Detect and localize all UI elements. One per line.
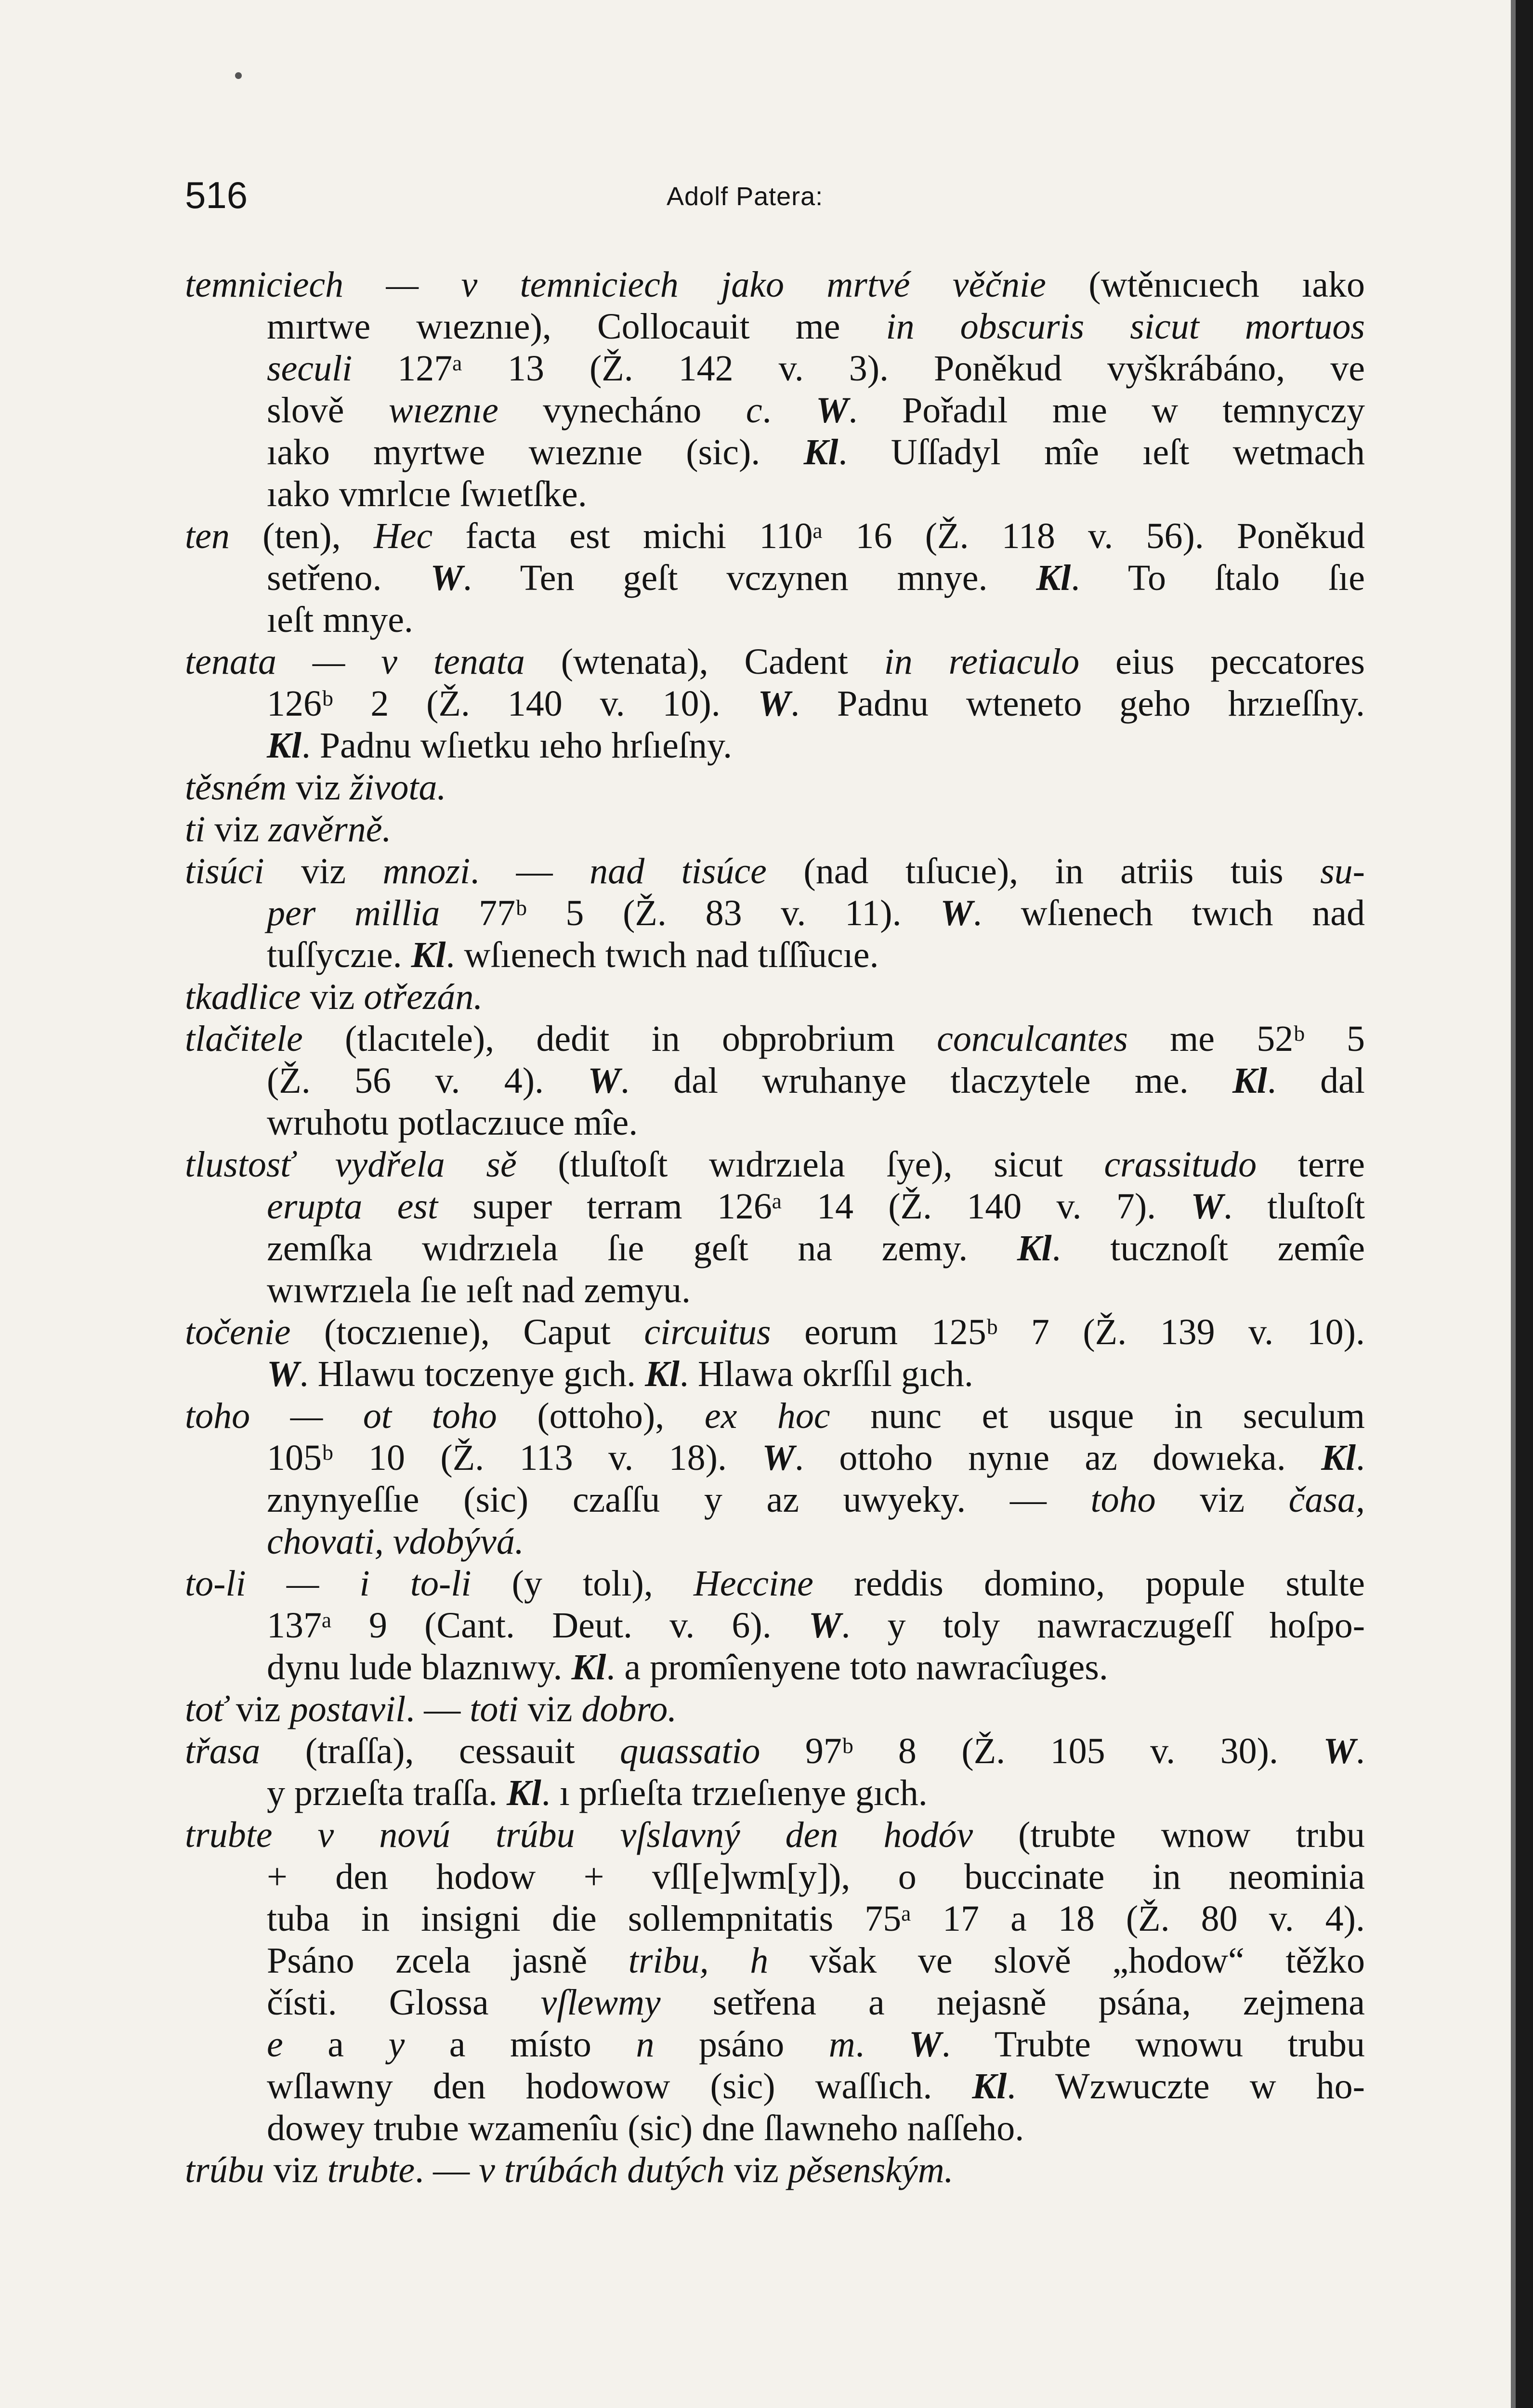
dictionary-entry xyxy=(185,1688,1365,1730)
dictionary-entry xyxy=(185,641,1365,767)
text-run: 105ᵇ 10 (Ž. 113 v. 18). xyxy=(267,1438,762,1478)
text-run: (nad tıſucıe), in atriis tuis xyxy=(766,851,1321,891)
text-run: setřeno. xyxy=(267,558,431,598)
dictionary-entry xyxy=(185,1395,1365,1563)
entry-line xyxy=(185,809,1365,851)
dictionary-entry xyxy=(185,976,1365,1018)
entry-line xyxy=(185,1269,1365,1311)
text-run: (ottoho), xyxy=(497,1396,705,1436)
dictionary-entry xyxy=(185,851,1365,976)
text-run: (tlacıtele), dedit in obprobrium xyxy=(302,1019,937,1059)
text-run: nunc et usque in seculum xyxy=(830,1396,1365,1436)
text-run: vynecháno xyxy=(498,390,746,431)
siglum: Kl xyxy=(267,725,301,766)
italic-text: otřezán. xyxy=(364,977,483,1017)
italic-text: Hec xyxy=(373,516,433,556)
dictionary-entry xyxy=(185,1018,1365,1144)
italic-text: trúbu xyxy=(185,2150,264,2190)
text-run: wſlawny den hodowow (sic) waſſıch. xyxy=(267,2066,972,2107)
text-run: wıwrzıela ſıe ıeſt nad zemyu. xyxy=(267,1270,691,1310)
entry-line xyxy=(185,767,1365,809)
entry-line xyxy=(185,1982,1365,2024)
entry-line xyxy=(185,1311,1365,1353)
siglum: Kl xyxy=(1017,1228,1052,1269)
text-run: (Ž. 56 v. 4). xyxy=(267,1060,588,1101)
italic-text: časa, xyxy=(1288,1479,1365,1520)
siglum: W xyxy=(588,1060,620,1101)
italic-text: toho — ot toho xyxy=(185,1396,497,1436)
italic-text: ti xyxy=(185,809,206,850)
entry-line xyxy=(185,976,1365,1018)
italic-text: ten xyxy=(185,516,230,556)
italic-text: života. xyxy=(349,767,446,808)
text-run: . wſıenech twıch nad xyxy=(972,893,1365,933)
text-run: super terram 126ᵃ 14 (Ž. 140 v. 7). xyxy=(438,1186,1191,1227)
italic-text: tlustosť vydřela sě xyxy=(185,1144,517,1185)
text-run: reddis domino, popule stulte xyxy=(813,1563,1365,1604)
text-run: eius peccatores xyxy=(1079,641,1365,682)
text-run: viz xyxy=(724,2150,788,2190)
italic-text: e xyxy=(267,2024,283,2065)
text-run: slově xyxy=(267,390,389,431)
italic-text: trubte v novú trúbu vſslavný den hodóv xyxy=(185,1815,973,1855)
text-run: ıeſt mnye. xyxy=(267,600,413,640)
italic-text: mnozi xyxy=(382,851,471,891)
entry-line xyxy=(185,515,1365,557)
entry-line xyxy=(185,683,1365,725)
text-run: viz xyxy=(287,767,350,808)
dictionary-entry xyxy=(185,1144,1365,1311)
text-run: (wtenata), Cadent xyxy=(524,641,884,682)
text-run: viz xyxy=(518,1689,582,1729)
entry-line xyxy=(185,306,1365,348)
entry-line xyxy=(185,264,1365,306)
text-run: . ı prſıeſta trzıeſıenye gıch. xyxy=(541,1773,928,1813)
text-run: . dal wruhanye tlaczytele me. xyxy=(620,1060,1233,1101)
text-run: me 52ᵇ 5 xyxy=(1127,1019,1365,1059)
siglum: W xyxy=(909,2024,942,2065)
entry-line xyxy=(185,1521,1365,1563)
italic-text: per millia xyxy=(267,893,440,933)
italic-text: trubte xyxy=(327,2150,415,2190)
entry-line xyxy=(185,1479,1365,1521)
text-run: . a promîenyene toto nawracîuges. xyxy=(606,1647,1108,1688)
text-run: terre xyxy=(1257,1144,1365,1185)
text-run: . Padnu wteneto geho hrzıeſſny. xyxy=(790,683,1365,724)
dictionary-entry xyxy=(185,2149,1365,2191)
text-run: . xyxy=(855,2024,909,2065)
entry-line xyxy=(185,1102,1365,1144)
page-edge xyxy=(1516,0,1533,2408)
dictionary-entry xyxy=(185,515,1365,641)
italic-text: postavil xyxy=(289,1689,406,1729)
text-run: . To ſtalo ſıe xyxy=(1071,558,1365,598)
text-run: znynyeſſıe (sic) czaſſu y az uwyeky. — xyxy=(267,1479,1091,1520)
italic-text: pěsenským. xyxy=(787,2150,954,2190)
text-run: Psáno zcela jasně xyxy=(267,1940,629,1981)
italic-text: in retiaculo xyxy=(884,641,1080,682)
italic-text: crassitudo xyxy=(1104,1144,1257,1185)
siglum: Kl xyxy=(411,935,446,975)
italic-text: tkadlice xyxy=(185,977,301,1017)
text-run: . — xyxy=(406,1689,470,1729)
siglum: W xyxy=(762,1438,795,1478)
ink-speck xyxy=(235,72,242,79)
text-run: . dal xyxy=(1267,1060,1365,1101)
entry-line xyxy=(185,432,1365,473)
entry-line xyxy=(185,1814,1365,1856)
text-run: viz xyxy=(1155,1479,1289,1520)
italic-text: třasa xyxy=(185,1731,261,1771)
text-run: . Hlawu toczenye gıch. xyxy=(299,1354,645,1394)
italic-text: toť xyxy=(185,1689,227,1729)
text-run: a xyxy=(283,2024,389,2065)
italic-text: v trúbách dutých xyxy=(479,2150,725,2190)
text-run: . y toly nawraczugeſſ hoſpo- xyxy=(841,1605,1365,1646)
running-head: Adolf Patera: xyxy=(667,182,824,211)
italic-text: in obscuris sicut mortuos xyxy=(886,306,1365,347)
siglum: Kl xyxy=(1232,1060,1267,1101)
page-number: 516 xyxy=(185,174,248,216)
siglum: W xyxy=(1191,1186,1223,1227)
italic-text: n xyxy=(636,2024,655,2065)
italic-text: toti xyxy=(470,1689,519,1729)
siglum: W xyxy=(430,558,463,598)
siglum: Kl xyxy=(571,1647,606,1688)
italic-text: quassatio xyxy=(620,1731,760,1771)
entry-line xyxy=(185,892,1365,934)
italic-text: nad tisúce xyxy=(590,851,767,891)
siglum: Kl xyxy=(1321,1438,1356,1478)
text-run: . Uſſadyl mîe ıeſt wetmach xyxy=(838,432,1365,472)
italic-text: zavěrně. xyxy=(268,809,392,850)
text-run: . Ten geſt vczynen mnye. xyxy=(463,558,1036,598)
text-run: tuba in insigni die sollempnitatis 75ᵃ 17 a 18 (Ž. 80 v. 4). xyxy=(267,1898,1365,1939)
entry-line xyxy=(185,599,1365,641)
dictionary-entry xyxy=(185,1563,1365,1688)
text-run: psáno xyxy=(654,2024,829,2065)
entry-line xyxy=(185,1144,1365,1186)
dictionary-text xyxy=(185,264,1365,2191)
entry-line xyxy=(185,1437,1365,1479)
dictionary-entry xyxy=(185,1311,1365,1395)
text-run: 77ᵇ 5 (Ž. 83 v. 11). xyxy=(440,893,941,933)
italic-text: tenata — v tenata xyxy=(185,641,525,682)
text-run: (trubte wnow trıbu xyxy=(973,1815,1365,1855)
text-run: . — xyxy=(470,851,590,891)
text-run: viz xyxy=(226,1689,290,1729)
text-run: . Wzwuczte w ho- xyxy=(1007,2066,1365,2107)
text-run: však ve slově „hodow“ těžko xyxy=(768,1940,1365,1981)
text-run: a místo xyxy=(405,2024,636,2065)
italic-text: circuitus xyxy=(644,1312,771,1352)
entry-line xyxy=(185,934,1365,976)
text-run: 97ᵇ 8 (Ž. 105 v. 30). xyxy=(760,1731,1323,1771)
entry-line xyxy=(185,1060,1365,1102)
text-run: y przıeſta traſſa. xyxy=(267,1773,507,1813)
italic-text: vſlewmy xyxy=(540,1982,661,2023)
entry-line xyxy=(185,725,1365,767)
italic-text: dobro. xyxy=(581,1689,677,1729)
text-run: (y tolı), xyxy=(471,1563,694,1604)
entry-line xyxy=(185,1605,1365,1647)
text-run: . xyxy=(762,390,816,431)
italic-text: toho xyxy=(1090,1479,1156,1520)
italic-text: to-li — i to-li xyxy=(185,1563,472,1604)
entry-line xyxy=(185,1395,1365,1437)
page-header xyxy=(185,169,1365,222)
italic-text: wıeznıe xyxy=(388,390,498,431)
entry-line xyxy=(185,2107,1365,2149)
text-run: zemſka wıdrzıela ſıe geſt na zemy. xyxy=(267,1228,1017,1269)
entry-line xyxy=(185,1856,1365,1898)
text-run: (wtěnıcıech ıako xyxy=(1046,264,1365,305)
siglum: W xyxy=(267,1354,300,1394)
siglum: W xyxy=(940,893,973,933)
text-run: . xyxy=(1356,1438,1365,1478)
entry-line xyxy=(185,2149,1365,2191)
italic-text: y xyxy=(388,2024,405,2065)
dictionary-entry xyxy=(185,767,1365,809)
text-run: . Padnu wſıetku ıeho hrſıeſny. xyxy=(301,725,733,766)
text-run: 137ᵃ 9 (Cant. Deut. v. 6). xyxy=(267,1605,809,1646)
text-run: viz xyxy=(264,2150,328,2190)
text-run: 126ᵇ 2 (Ž. 140 v. 10). xyxy=(267,683,758,724)
entry-line xyxy=(185,473,1365,515)
entry-line xyxy=(185,1563,1365,1605)
entry-line xyxy=(185,390,1365,432)
italic-text: erupta est xyxy=(267,1186,438,1227)
italic-text: tisúci xyxy=(185,851,264,891)
italic-text: seculi xyxy=(267,348,353,389)
italic-text: chovati, vdobývá. xyxy=(267,1521,524,1562)
siglum: Kl xyxy=(803,432,839,472)
dictionary-entry xyxy=(185,1730,1365,1814)
siglum: W xyxy=(1323,1731,1356,1771)
entry-line xyxy=(185,348,1365,390)
italic-text: tribu, h xyxy=(628,1940,769,1981)
entry-line xyxy=(185,1688,1365,1730)
siglum: Kl xyxy=(645,1354,680,1394)
text-run: čísti. Glossa xyxy=(267,1982,541,2023)
text-run: dynu lude blaznıwy. xyxy=(267,1647,572,1688)
entry-line xyxy=(185,2066,1365,2107)
entry-line xyxy=(185,1940,1365,1982)
italic-text: ex hoc xyxy=(704,1396,830,1436)
siglum: W xyxy=(808,1605,841,1646)
entry-line xyxy=(185,2024,1365,2066)
italic-text: m xyxy=(828,2024,855,2065)
text-run: (tluſtoſt wıdrzıela ſye), sicut xyxy=(516,1144,1104,1185)
entry-line xyxy=(185,1898,1365,1940)
text-run: viz xyxy=(301,977,364,1017)
entry-line xyxy=(185,851,1365,892)
text-run: ıako vmrlcıe ſwıetſke. xyxy=(267,474,587,514)
text-run: eorum 125ᵇ 7 (Ž. 139 v. 10). xyxy=(771,1312,1365,1352)
dictionary-entry xyxy=(185,1814,1365,2149)
text-run: dowey trubıe wzamenîu (sic) dne ſlawneho naſſeho. xyxy=(267,2108,1024,2148)
text-run: mırtwe wıeznıe), Collocauit me xyxy=(267,306,886,347)
italic-text: těsném xyxy=(185,767,287,808)
entry-line xyxy=(185,1018,1365,1060)
siglum: Kl xyxy=(972,2066,1007,2107)
entry-line xyxy=(185,1186,1365,1228)
entry-line xyxy=(185,1353,1365,1395)
text-run: . tluſtoſt xyxy=(1223,1186,1365,1227)
italic-text: conculcantes xyxy=(937,1019,1128,1059)
text-run: . Trubte wnowu trubu xyxy=(941,2024,1365,2065)
entry-line xyxy=(185,557,1365,599)
text-run: (ten), xyxy=(229,516,374,556)
text-run: 127ᵃ 13 (Ž. 142 v. 3). Poněkud vyškrábáno, ve xyxy=(352,348,1365,389)
text-run: . Pořadıl mıe w temnyczy xyxy=(848,390,1365,431)
siglum: Kl xyxy=(1036,558,1071,598)
siglum: W xyxy=(815,390,849,431)
text-run: + den hodow + vſl[e]wm[y]), o buccinate in neominia xyxy=(267,1857,1365,1897)
italic-text: su- xyxy=(1320,851,1365,891)
text-run: . Hlawa okrſſıl gıch. xyxy=(679,1354,973,1394)
text-run: . — xyxy=(415,2150,479,2190)
entry-line xyxy=(185,1772,1365,1814)
dictionary-entry xyxy=(185,264,1365,515)
italic-text: točenie xyxy=(185,1312,291,1352)
page-gutter-shadow xyxy=(1511,0,1516,2408)
text-run: viz xyxy=(205,809,269,850)
italic-text: c xyxy=(746,390,762,431)
italic-text: tlačitele xyxy=(185,1019,303,1059)
dictionary-entry xyxy=(185,809,1365,851)
entry-line xyxy=(185,641,1365,683)
text-run: (toczıenıe), Caput xyxy=(290,1312,644,1352)
siglum: Kl xyxy=(506,1773,541,1813)
text-run: wruhotu potlaczıuce mîe. xyxy=(267,1102,638,1143)
entry-line xyxy=(185,1730,1365,1772)
italic-text: temniciech — v temniciech jako mrtvé věčnie xyxy=(185,264,1046,305)
italic-text: Heccine xyxy=(693,1563,813,1604)
text-run: . tucznoſt zemîe xyxy=(1051,1228,1365,1269)
entry-line xyxy=(185,1647,1365,1688)
text-run: . wſıenech twıch nad tıſſîucıe. xyxy=(445,935,879,975)
text-run: setřena a nejasně psána, zejmena xyxy=(660,1982,1365,2023)
text-run: viz xyxy=(264,851,383,891)
entry-line xyxy=(185,1228,1365,1269)
text-run: (traſſa), cessauit xyxy=(260,1731,620,1771)
text-run: facta est michi 110ᵃ 16 (Ž. 118 v. 56). Poněkud xyxy=(432,516,1365,556)
text-run: ıako myrtwe wıeznıe (sic). xyxy=(267,432,804,472)
text-run: . ottoho nynıe az dowıeka. xyxy=(795,1438,1322,1478)
siglum: W xyxy=(758,683,791,724)
text-run: . xyxy=(1356,1731,1365,1771)
text-run: tuſſyczıe. xyxy=(267,935,411,975)
